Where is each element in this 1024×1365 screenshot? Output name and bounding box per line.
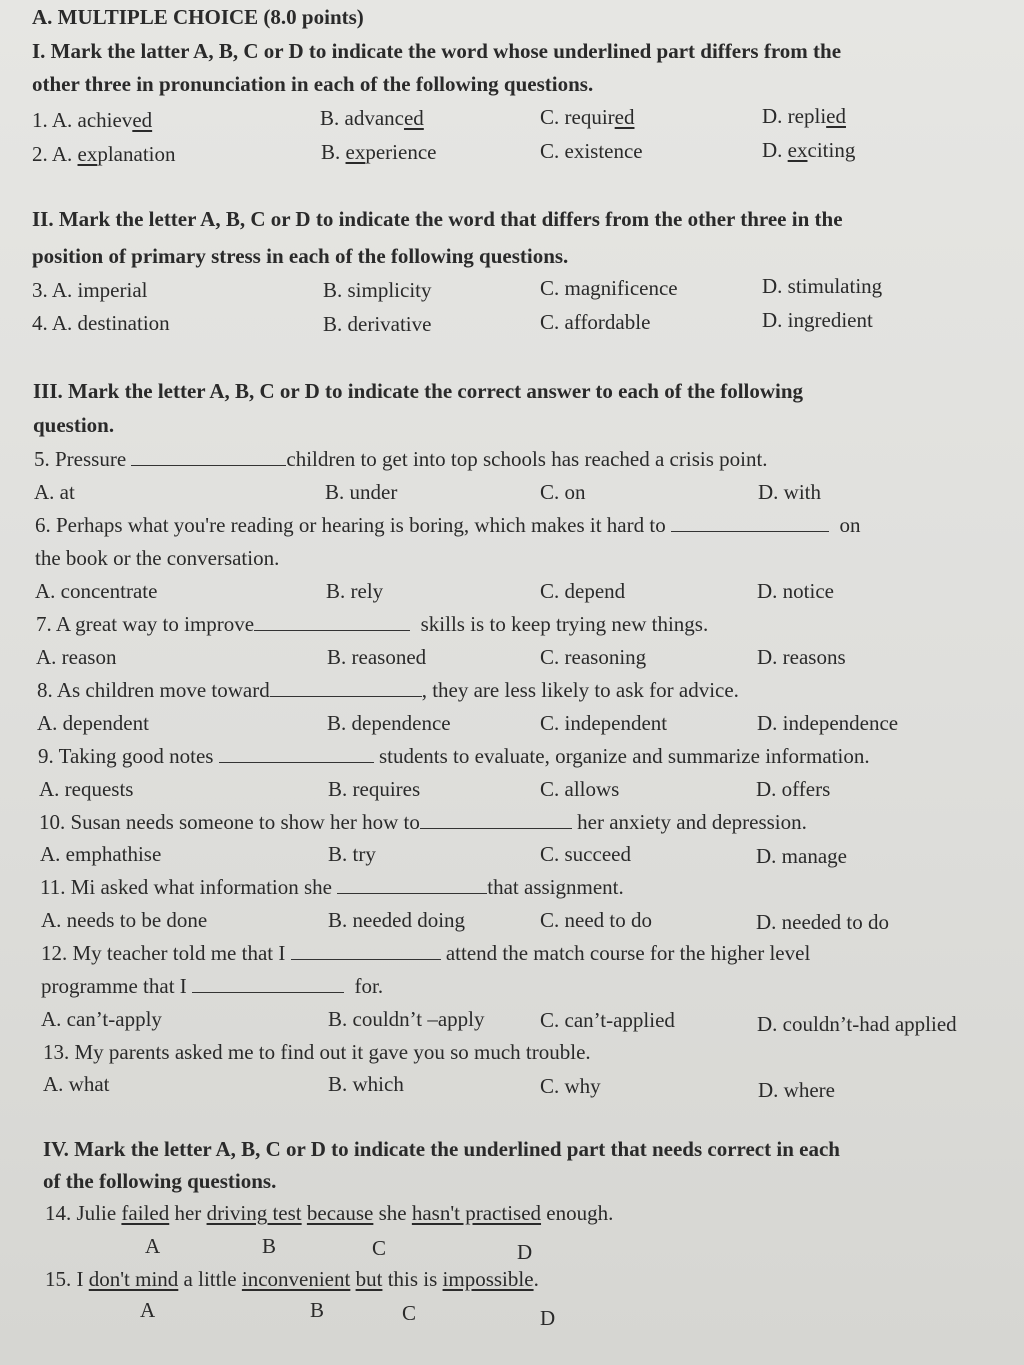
answer-blank (219, 744, 374, 763)
q10-option-d: D. manage (756, 844, 847, 868)
q4-option-d: D. ingredient (762, 308, 873, 332)
q14-stem: 14. Julie failed her driving test because she hasn't practised enough. (45, 1201, 614, 1225)
q2-option-b: B. experience (321, 140, 437, 164)
q4-option-a: 4. A. destination (32, 311, 170, 335)
q10-option-b: B. try (328, 842, 376, 866)
underlined-part-d: impossible (442, 1267, 534, 1291)
q12-stem-line2: programme that I for. (41, 974, 384, 998)
underlined-part: ex (345, 140, 366, 164)
q1-option-b: B. advanced (320, 106, 424, 130)
q5-option-a: A. at (34, 480, 75, 504)
answer-blank (254, 612, 410, 631)
q1-option-d: D. replied (762, 104, 846, 128)
section-2-instruction-line1: II. Mark the letter A, B, C or D to indicate the word that differs from the other three in the (32, 207, 843, 231)
q15-label-d: D (540, 1306, 556, 1330)
q8-option-d: D. independence (757, 711, 899, 735)
q5-option-b: B. under (325, 480, 398, 504)
underlined-part-b: driving test (206, 1201, 302, 1225)
answer-blank (192, 974, 344, 993)
q1-option-c: C. required (540, 105, 635, 129)
q2-option-a: 2. A. explanation (32, 142, 176, 166)
q4-option-c: C. affordable (540, 310, 651, 334)
q3-option-a: 3. A. imperial (32, 278, 148, 302)
q13-option-d: D. where (758, 1078, 835, 1102)
underlined-part-d: hasn't practised (411, 1201, 542, 1225)
q8-option-c: C. independent (540, 711, 668, 735)
q6-stem: 6. Perhaps what you're reading or hearing is boring, which makes it hard to on (35, 513, 861, 537)
q11-stem: 11. Mi asked what information she that assignment. (40, 875, 624, 899)
q7-stem: 7. A great way to improve skills is to keep trying new things. (36, 612, 709, 636)
q2-option-c: C. existence (540, 139, 643, 163)
answer-blank (291, 941, 441, 960)
q7-option-c: C. reasoning (540, 645, 647, 669)
q4-option-b: B. derivative (323, 312, 432, 336)
q8-option-b: B. dependence (327, 711, 451, 735)
q9-option-b: B. requires (328, 777, 421, 801)
q12-option-b: B. couldn’t –apply (328, 1007, 485, 1031)
q10-stem: 10. Susan needs someone to show her how to her anxiety and depression. (39, 810, 807, 834)
q10-option-c: C. succeed (540, 842, 631, 866)
q13-stem: 13. My parents asked me to find out it gave you so much trouble. (43, 1040, 591, 1064)
underlined-part-a: failed (121, 1201, 170, 1225)
section-4-instruction-line2: of the following questions. (43, 1169, 277, 1193)
section-2-instruction-line2: position of primary stress in each of the following questions. (32, 244, 569, 268)
underlined-part: ex (787, 138, 808, 162)
q5-stem: 5. Pressure children to get into top schools has reached a crisis point. (34, 447, 768, 471)
q14-label-c: C (372, 1236, 387, 1260)
section-1-instruction-line2: other three in pronunciation in each of the following questions. (32, 72, 594, 96)
q6-option-b: B. rely (326, 579, 384, 603)
q15-label-a: A (140, 1298, 156, 1322)
q14-label-a: A (145, 1234, 161, 1258)
q11-option-c: C. need to do (540, 908, 652, 932)
q2-option-d: D. exciting (762, 138, 856, 162)
section-3-instruction-line1: III. Mark the letter A, B, C or D to indicate the correct answer to each of the following (33, 379, 804, 403)
underlined-part-a: don't mind (88, 1267, 179, 1291)
q5-option-c: C. on (540, 480, 586, 504)
answer-blank (420, 810, 572, 829)
underlined-part-c: because (306, 1201, 374, 1225)
q6-option-d: D. notice (757, 579, 834, 603)
underlined-part: ed (403, 106, 424, 130)
q7-option-b: B. reasoned (327, 645, 427, 669)
underlined-part: ed (614, 105, 635, 129)
q9-option-a: A. requests (39, 777, 134, 801)
q14-label-d: D (517, 1240, 533, 1264)
q12-option-c: C. can’t-applied (540, 1008, 675, 1032)
answer-blank (337, 875, 487, 894)
q1-option-a: 1. A. achieved (32, 108, 153, 132)
q15-stem: 15. I don't mind a little inconvenient but this is impossible. (45, 1267, 539, 1291)
q3-option-c: C. magnificence (540, 276, 678, 300)
q11-option-d: D. needed to do (756, 910, 889, 934)
section-4-instruction-line1: IV. Mark the letter A, B, C or D to indicate the underlined part that needs correct in each (43, 1137, 840, 1161)
q13-option-b: B. which (328, 1072, 404, 1096)
q6-option-c: C. depend (540, 579, 626, 603)
q12-option-a: A. can’t-apply (41, 1007, 162, 1031)
q12-stem: 12. My teacher told me that I attend the match course for the higher level (41, 941, 811, 965)
q5-option-d: D. with (758, 480, 821, 504)
q9-option-c: C. allows (540, 777, 620, 801)
q8-stem: 8. As children move toward , they are less likely to ask for advice. (37, 678, 739, 702)
q9-option-d: D. offers (756, 777, 831, 801)
q11-option-a: A. needs to be done (41, 908, 208, 932)
q9-stem: 9. Taking good notes students to evaluate, organize and summarize information. (38, 744, 870, 768)
q7-option-a: A. reason (36, 645, 117, 669)
q6-option-a: A. concentrate (35, 579, 158, 603)
underlined-part: ed (132, 108, 153, 132)
section-3-instruction-line2: question. (33, 413, 115, 437)
q8-option-a: A. dependent (37, 711, 149, 735)
part-a-title: A. MULTIPLE CHOICE (8.0 points) (32, 5, 364, 29)
q6-stem-line2: the book or the conversation. (35, 546, 280, 570)
q12-option-d: D. couldn’t-had applied (757, 1012, 957, 1036)
q10-option-a: A. emphathise (40, 842, 162, 866)
answer-blank (671, 513, 829, 532)
q11-option-b: B. needed doing (328, 908, 466, 932)
q15-label-c: C (402, 1301, 417, 1325)
answer-blank (131, 447, 286, 466)
q13-option-a: A. what (43, 1072, 110, 1096)
underlined-part: ed (826, 104, 846, 128)
underlined-part-b: inconvenient (241, 1267, 351, 1291)
answer-blank (270, 678, 422, 697)
q3-option-b: B. simplicity (323, 278, 432, 302)
q13-option-c: C. why (540, 1074, 601, 1098)
underlined-part-c: but (355, 1267, 383, 1291)
section-1-instruction-line1: I. Mark the latter A, B, C or D to indicate the word whose underlined part differs from the (32, 39, 842, 63)
q7-option-d: D. reasons (757, 645, 846, 669)
q15-label-b: B (310, 1298, 325, 1322)
underlined-part: ex (77, 142, 98, 166)
q14-label-b: B (262, 1234, 277, 1258)
q3-option-d: D. stimulating (762, 274, 883, 298)
